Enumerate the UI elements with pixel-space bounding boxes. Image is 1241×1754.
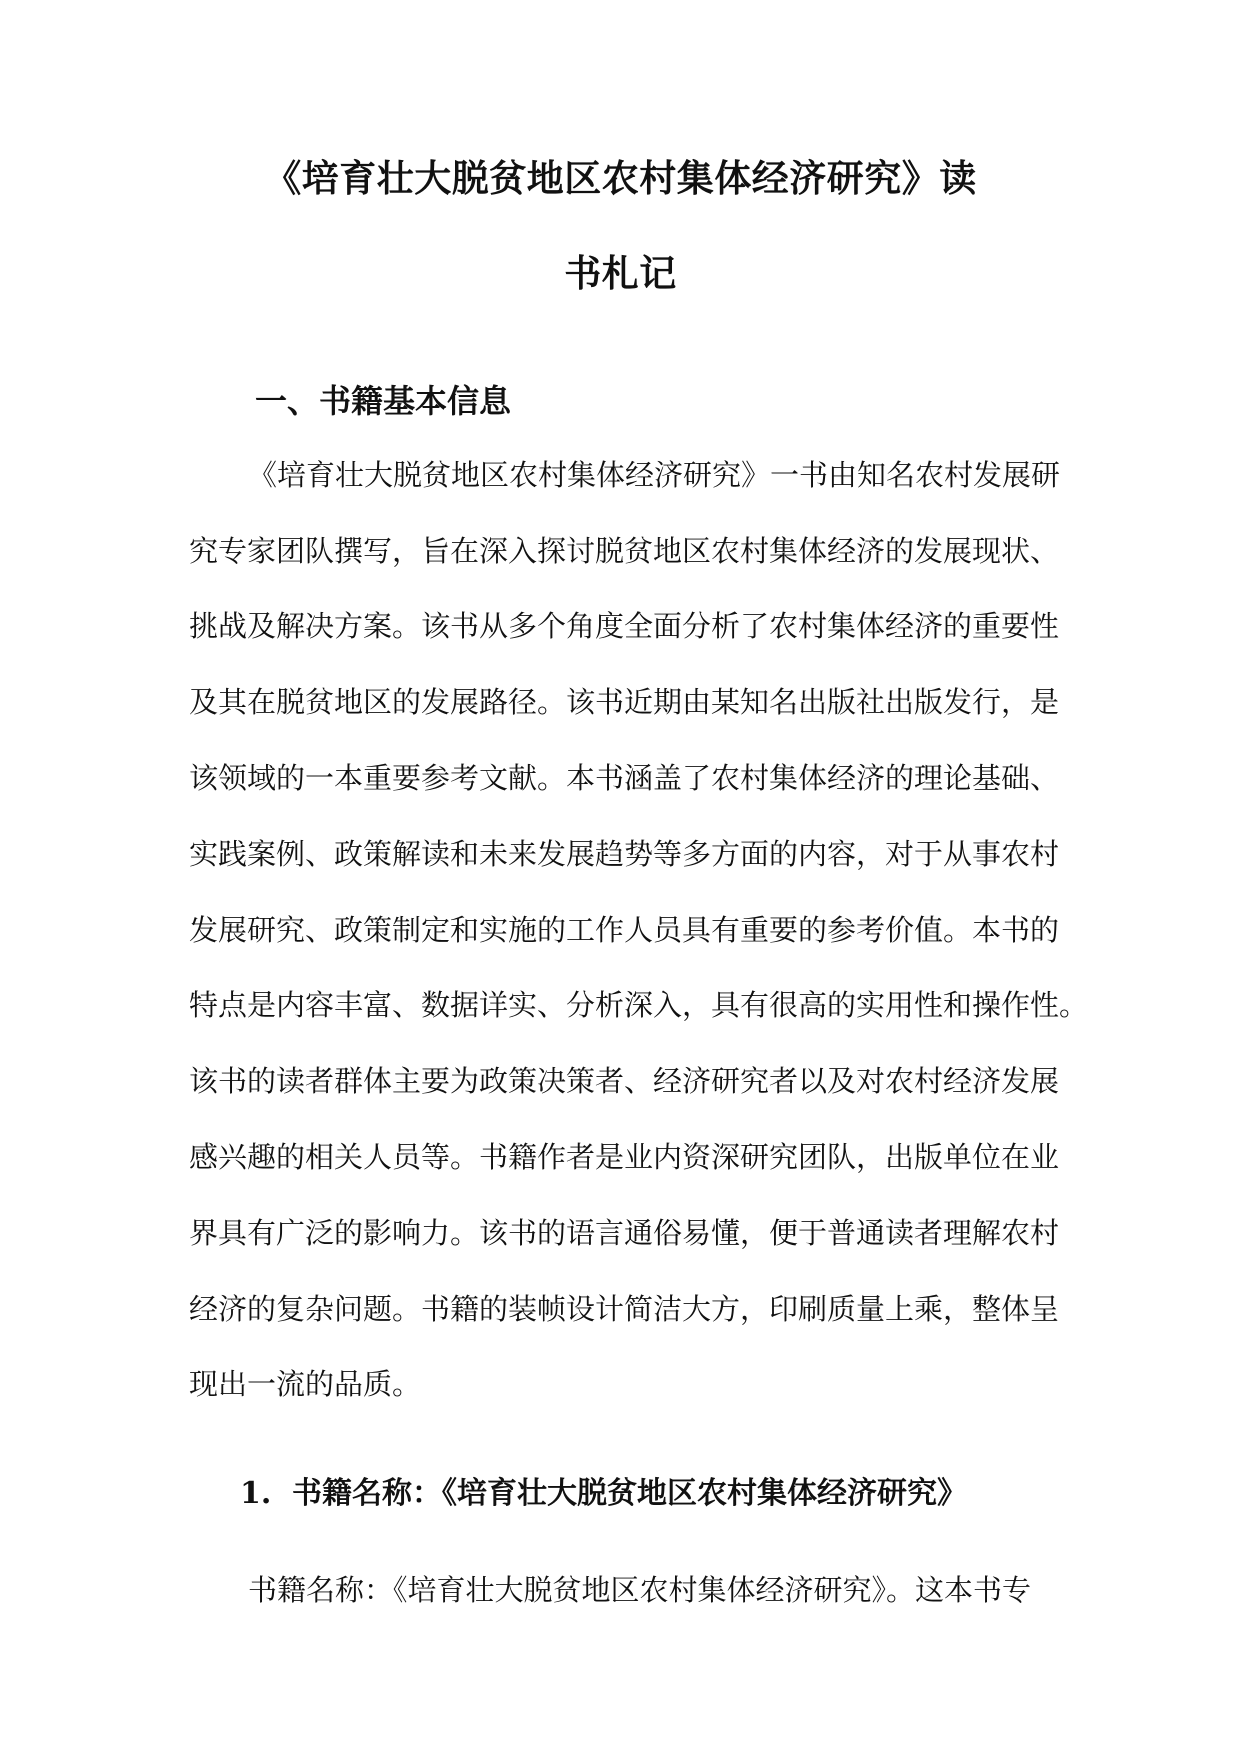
paragraph-line: 书籍名称：《培育壮大脱贫地区农村集体经济研究》。这本书专 — [248, 1573, 1032, 1607]
paragraph-line: 特点是内容丰富、数据详实、分析深入，具有很高的实用性和操作性。 — [189, 988, 1089, 1022]
subsection-number: 1. — [240, 1476, 272, 1511]
subsection-heading-text: 书籍名称：《培育壮大脱贫地区农村集体经济研究》 — [292, 1476, 967, 1511]
paragraph-line: 现出一流的品质。 — [189, 1367, 422, 1401]
paragraph-line: 究专家团队撰写，旨在深入探讨脱贫地区农村集体经济的发展现状、 — [189, 534, 1060, 568]
paragraph-line: 及其在脱贫地区的发展路径。该书近期由某知名出版社出版发行，是 — [189, 685, 1060, 719]
document-title-line-1: 《培育壮大脱贫地区农村集体经济研究》读 — [264, 156, 977, 200]
paragraph-line: 发展研究、政策制定和实施的工作人员具有重要的参考价值。本书的 — [189, 913, 1060, 947]
subsection-heading — [240, 1474, 967, 1514]
paragraph-line: 感兴趣的相关人员等。书籍作者是业内资深研究团队，出版单位在业 — [189, 1140, 1060, 1174]
paragraph-line: 挑战及解决方案。该书从多个角度全面分析了农村集体经济的重要性 — [189, 609, 1060, 643]
paragraph-line: 实践案例、政策解读和未来发展趋势等多方面的内容，对于从事农村 — [189, 837, 1060, 871]
section-heading: 一、书籍基本信息 — [255, 382, 512, 420]
paragraph-line: 界具有广泛的影响力。该书的语言通俗易懂，便于普通读者理解农村 — [189, 1216, 1060, 1250]
paragraph-line: 《培育壮大脱贫地区农村集体经济研究》一书由知名农村发展研 — [248, 458, 1061, 492]
paragraph-line: 该书的读者群体主要为政策决策者、经济研究者以及对农村经济发展 — [189, 1064, 1060, 1098]
document-title-line-2: 书札记 — [564, 251, 677, 295]
paragraph-line: 该领域的一本重要参考文献。本书涵盖了农村集体经济的理论基础、 — [189, 761, 1060, 795]
paragraph-line: 经济的复杂问题。书籍的装帧设计简洁大方，印刷质量上乘，整体呈 — [189, 1292, 1060, 1326]
